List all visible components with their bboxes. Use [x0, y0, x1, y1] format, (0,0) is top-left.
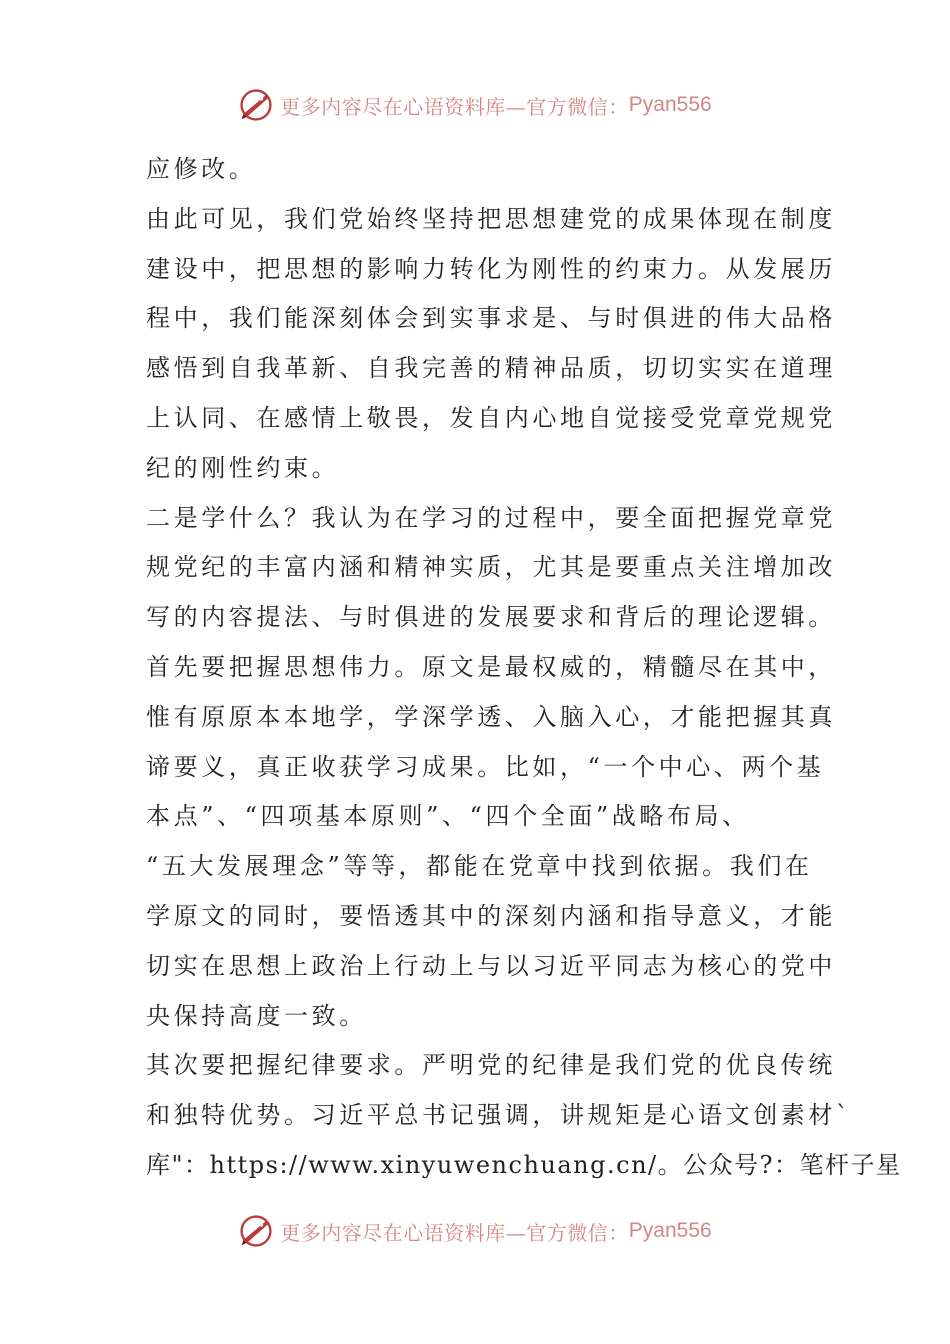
text-line: 应修改。: [146, 155, 257, 183]
text-line: 二是学什么？我认为在学习的过程中，要全面把握党章党: [146, 503, 836, 532]
text-line: 和独特优势。习近平总书记强调，讲规矩是心语文创素材`: [146, 1101, 852, 1130]
watermark-handle: Pyan556: [628, 1219, 712, 1242]
text-line: 央保持高度一致。: [146, 1001, 367, 1030]
text-line: 库"：https://www.xinyuwenchuang.cn/。公众号?：笔杆子星: [146, 1150, 902, 1179]
watermark-footer: [0, 1206, 950, 1256]
watermark-text: 更多内容尽在心语资料库—官方微信：: [280, 94, 629, 119]
text-line: 切实在思想上政治上行动上与以习近平同志为核心的党中: [146, 951, 836, 980]
pen-logo-icon: [238, 87, 274, 123]
text-line: 纪的刚性约束。: [146, 453, 340, 482]
pen-logo-icon: [238, 1213, 274, 1249]
text-line: 写的内容提法、与时俱进的发展要求和背后的理论逻辑。: [146, 603, 836, 632]
watermark-header: [0, 80, 950, 130]
text-line: 谛要义，真正收获学习成果。比如，“一个中心、两个基: [146, 752, 825, 781]
text-line: 规党纪的丰富内涵和精神实质，尤其是要重点关注增加改: [146, 553, 836, 582]
text-line: 惟有原原本本地学，学深学透、入脑入心，才能把握其真: [146, 702, 836, 731]
watermark-handle: Pyan556: [628, 93, 712, 116]
text-line: 由此可见，我们党始终坚持把思想建党的成果体现在制度: [146, 204, 836, 233]
text-line: 建设中，把思想的影响力转化为刚性的约束力。从发展历: [146, 254, 836, 283]
text-line: 上认同、在感情上敬畏，发自内心地自觉接受党章党规党: [146, 403, 836, 432]
text-line: 本点”、“四项基本原则”、“四个全面”战略布局、: [146, 802, 750, 831]
text-line: 程中，我们能深刻体会到实事求是、与时俱进的伟大品格: [146, 304, 836, 333]
text-line: 其次要把握纪律要求。严明党的纪律是我们党的优良传统: [146, 1051, 836, 1080]
text-line: “五大发展理念”等等，都能在党章中找到依据。我们在: [146, 852, 813, 881]
text-line: 学原文的同时，要悟透其中的深刻内涵和指导意义，才能: [146, 901, 836, 930]
document-body: [146, 145, 902, 1191]
text-line: 首先要把握思想伟力。原文是最权威的，精髓尽在其中，: [146, 652, 836, 681]
watermark-text: 更多内容尽在心语资料库—官方微信：: [280, 1220, 629, 1245]
text-line: 感悟到自我革新、自我完善的精神品质，切切实实在道理: [146, 354, 836, 383]
